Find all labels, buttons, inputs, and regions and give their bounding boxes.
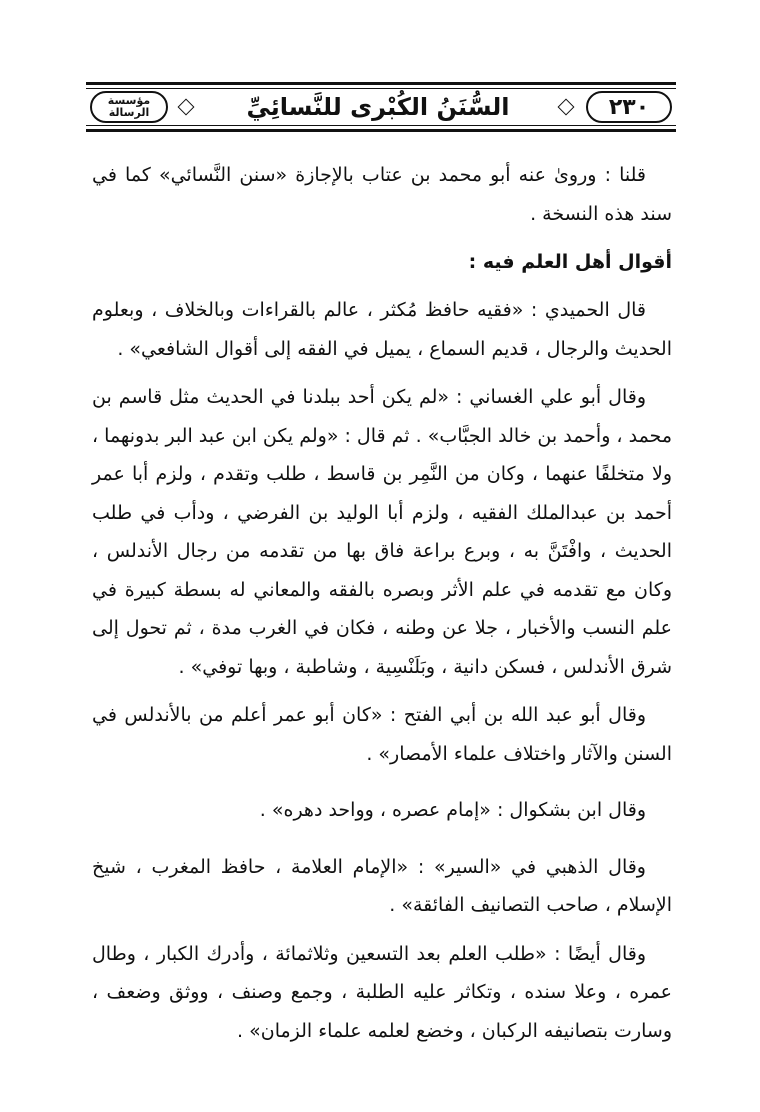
paragraph-ghassani: وقال أبو علي الغساني : «لم يكن أحد ببلدنا في الحديث مثل قاسم بن محمد ، وأحمد بن خالد الجبَّاب» . ثم قال : «ولم يكن ابن عبد البر بدونهما ، ولا متخلفًا عنهما ، وكان من النَّمِر بن قاسط ، طلب وتقدم ، ولزم أبا عمر أحمد بن عبدالملك الفقيه ، ولزم أبا الوليد بن الفرضي ، ودأب في طلب الحديث ، وافْتَنَّ به ، وبرع براعة فاق بها من تقدمه من رجال الأندلس ، وكان مع تقدمه في علم الأثر وبصره بالفقه والمعاني له بسطة كبيرة في علم النسب والأخبار ، جلا عن وطنه ، فكان في الغرب مدة ، ثم تحول إلى شرق الأندلس ، فسكن دانية ، وبَلَنْسِية ، وشاطبة ، وبها توفي» . — [91, 386, 672, 678]
paragraph-transmission: قلنا : وروىٰ عنه أبو محمد بن عتاب بالإجازة «سنن النَّسائي» كما في سند هذه النسخة . — [92, 164, 672, 225]
publisher-seal — [90, 91, 168, 123]
paragraph-dhahabi-siyar: وقال الذهبي في «السير» : «الإمام العلامة ، حافظ المغرب ، شيخ الإسلام ، صاحب التصانيف الفائقة» . — [92, 855, 672, 916]
page-number-frame — [586, 91, 672, 123]
paragraph-dhahabi-also: وقال أيضًا : «طلب العلم بعد التسعين وثلاثمائة ، وأدرك الكبار ، وطال عمره ، وعلا سنده ، وتكاثر عليه الطلبة ، وجمع وصنف ، ووثق وضعف ، وسارت بتصانيفه الركبان ، وخضع لعلمه علماء الزمان» . — [92, 942, 672, 1042]
paragraph-humaydi: قال الحميدي : «فقيه حافظ مُكثر ، عالم بالقراءات وبالخلاف ، وبعلوم الحديث والرجال ، قديم السماع ، يميل في الفقه إلى أقوال الشافعي» . — [92, 299, 672, 360]
running-header — [86, 82, 676, 132]
publisher-seal-text: مؤسسة الرسالة — [107, 94, 151, 119]
paragraph-abi-al-fath: وقال أبو عبد الله بن أبي الفتح : «كان أبو عمر أعلم من بالأندلس في السنن والآثار واختلاف علماء الأمصار» . — [92, 704, 672, 765]
page-number: ٢٣٠ — [608, 94, 650, 120]
section-heading: أقوال أهل العلم فيه : — [468, 251, 672, 273]
page-body — [92, 156, 672, 1050]
book-title: السُّنَنُ الكُبْرى للنَّسائِيِّ — [246, 93, 510, 121]
paragraph-ibn-bashkuwal: وقال ابن بشكوال : «إمام عصره ، وواحد دهره» . — [259, 799, 646, 821]
